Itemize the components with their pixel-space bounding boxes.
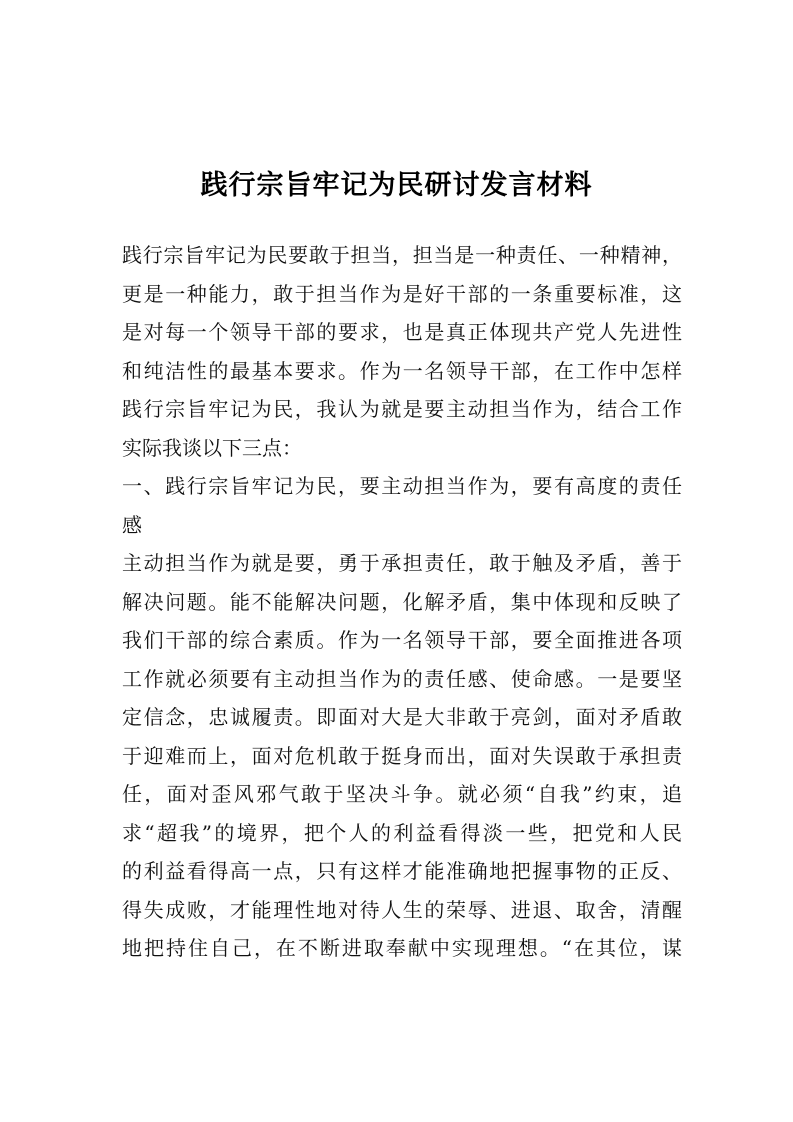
body-line-15: 任，面对歪风邪气敢于坚决斗争。就必须“自我”约束，追 bbox=[122, 782, 682, 806]
body-line-13: 定信念，忠诚履责。即面对大是大非敢于亮剑，面对矛盾敢 bbox=[122, 705, 682, 729]
section-heading-1-tail: 感 bbox=[122, 512, 142, 537]
body-line-4: 和纯洁性的最基本要求。作为一名领导干部，在工作中怎样 bbox=[122, 358, 682, 383]
body-line-18: 得失成败，才能理性地对待人生的荣辱、进退、取舍，清醒 bbox=[122, 897, 682, 922]
body-line-3: 是对每一个领导干部的要求，也是真正体现共产党人先进性 bbox=[122, 320, 682, 344]
body-line-1: 践行宗旨牢记为民要敢于担当，担当是一种责任、一种精神， bbox=[122, 243, 682, 267]
body-line-12: 工作就必须要有主动担当作为的责任感、使命感。一是要坚 bbox=[122, 666, 682, 691]
body-line-5: 践行宗旨牢记为民，我认为就是要主动担当作为，结合工作 bbox=[122, 397, 682, 421]
body-line-14: 于迎难而上，面对危机敢于挺身而出，面对失误敢于承担责 bbox=[122, 743, 682, 768]
body-line-16: 求“超我”的境界，把个人的利益看得淡一些，把党和人民 bbox=[122, 820, 682, 845]
section-heading-1: 一、践行宗旨牢记为民，要主动担当作为，要有高度的责任 bbox=[122, 474, 682, 498]
body-line-9: 主动担当作为就是要，勇于承担责任，敢于触及矛盾，善于 bbox=[122, 551, 682, 575]
body-line-19: 地把持住自己，在不断进取奉献中实现理想。“在其位，谋 bbox=[122, 936, 682, 960]
document-title: 践行宗旨牢记为民研讨发言材料 bbox=[200, 170, 593, 201]
body-line-11: 我们干部的综合素质。作为一名领导干部，要全面推进各项 bbox=[122, 628, 682, 652]
document-body bbox=[122, 236, 682, 968]
body-line-17: 的利益看得高一点，只有这样才能准确地把握事物的正反、 bbox=[122, 859, 682, 883]
body-line-6: 实际我谈以下三点： bbox=[122, 435, 302, 460]
body-line-10: 解决问题。能不能解决问题，化解矛盾，集中体现和反映了 bbox=[122, 589, 682, 614]
body-line-2: 更是一种能力，敢于担当作为是好干部的一条重要标准，这 bbox=[122, 281, 682, 306]
